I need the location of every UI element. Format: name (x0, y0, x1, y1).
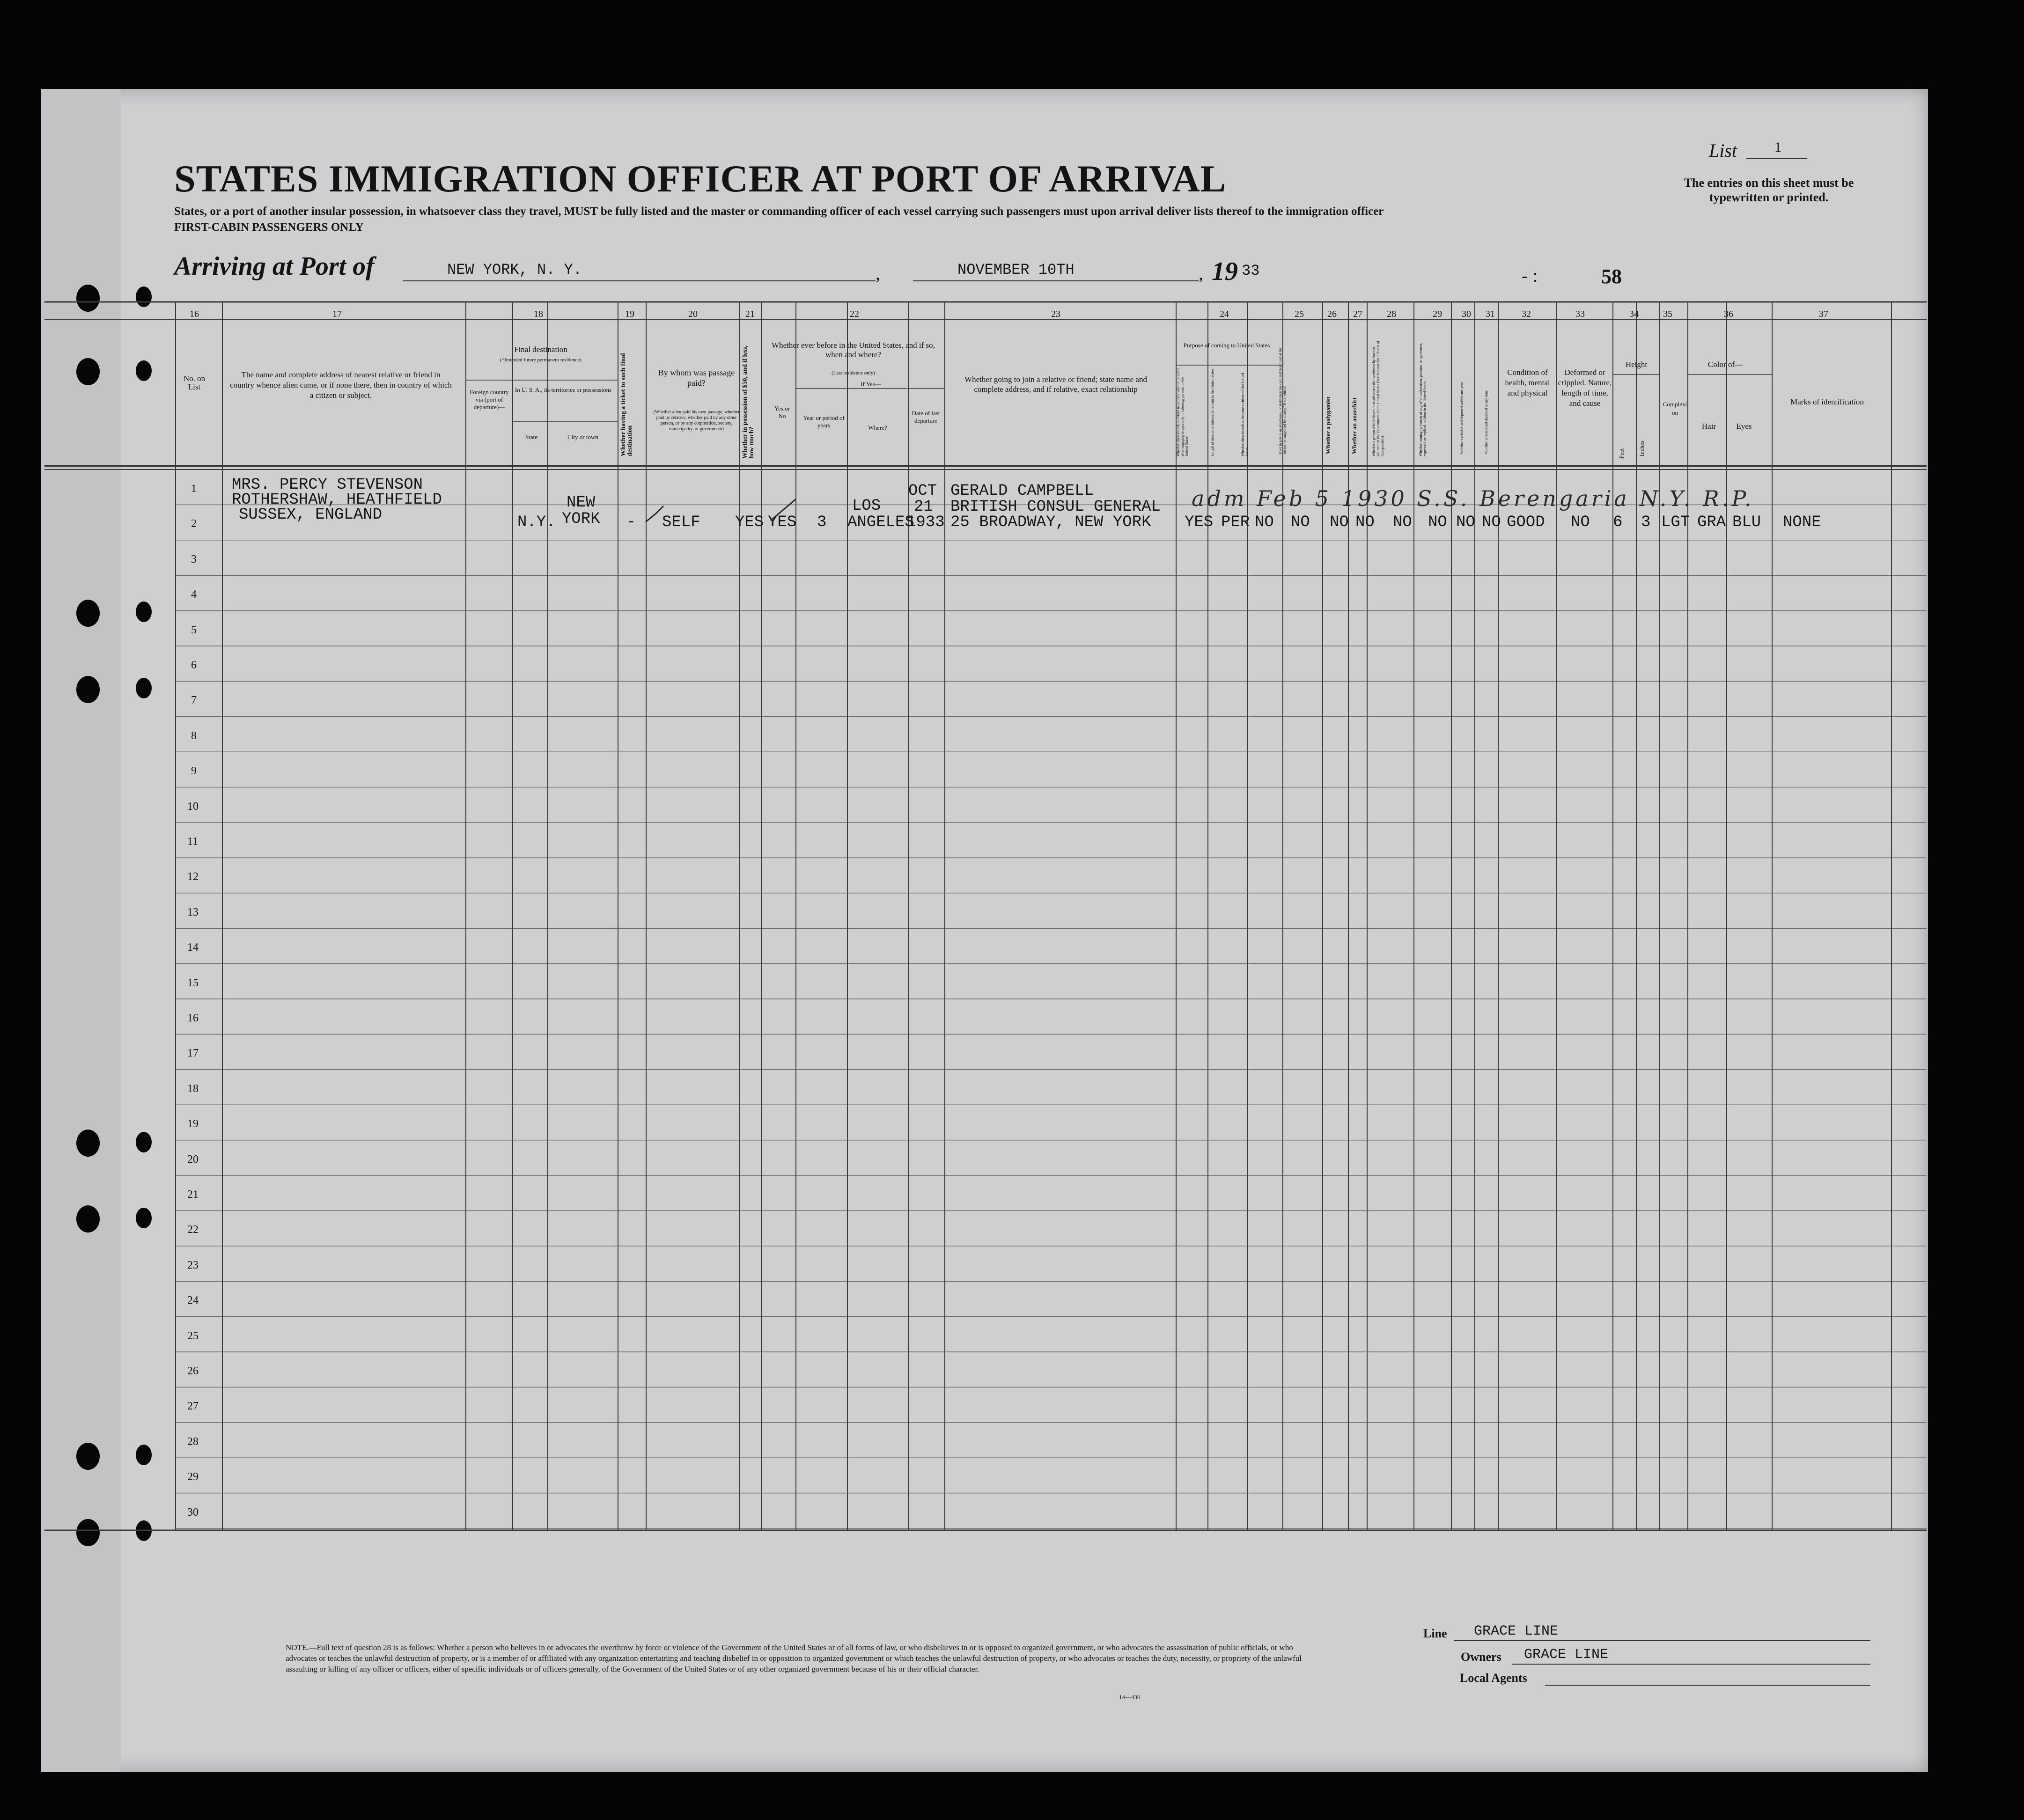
header-intends-citizen: Whether alien intends to become a citizen of the United States (1241, 373, 1249, 456)
column-number: 34 (1629, 309, 1639, 319)
header-height: Height (1625, 360, 1648, 369)
row-number: 23 (187, 1259, 199, 1271)
form-title: STATES IMMIGRATION OFFICER AT PORT OF ARRIVAL (174, 157, 1227, 200)
row-number: 14 (187, 941, 199, 954)
header-fifty-dollars: Whether in possession of $50, and if less, how much? (742, 345, 755, 459)
row-number: 20 (187, 1153, 199, 1166)
relative-name: MRS. PERCY STEVENSON (232, 476, 423, 494)
row-number: 8 (191, 729, 197, 742)
column-number: 16 (190, 309, 199, 319)
date-value: NOVEMBER 10TH (957, 261, 1075, 279)
header-been-before: Whether ever before in the United States, and if so, when and where? (772, 341, 935, 359)
row-number: 11 (187, 836, 199, 848)
passage-paid-value: SELF (662, 514, 700, 531)
row-number: 4 (191, 588, 197, 601)
relative-county: SUSSEX, ENGLAND (239, 506, 383, 524)
header-marks: Marks of identification (1790, 397, 1864, 406)
row-number: 3 (191, 553, 197, 565)
row-number: 9 (191, 765, 197, 778)
height-feet-value: 6 (1613, 514, 1623, 531)
join-relative-address: 25 BROADWAY, NEW YORK (950, 514, 1151, 531)
owners-label: Owners (1461, 1650, 1501, 1664)
typewritten-instruction: The entries on this sheet must be typewritten or printed. (1684, 176, 1854, 204)
header-overthrow: Whether a person who believes in or advocates the overthrow by force or violence of the Government of the United States (See footnote for full text of this question) (1372, 341, 1384, 456)
length-value: PER (1221, 514, 1250, 531)
column-number: 30 (1462, 309, 1471, 319)
column-number: 20 (688, 309, 698, 319)
header-where: Where? (868, 424, 887, 431)
overthrow-value: NO (1393, 514, 1412, 531)
comma-separator: , (1199, 263, 1203, 284)
header-if-yes: If Yes— (861, 381, 881, 388)
height-inches-value: 3 (1641, 514, 1651, 531)
shipping-line-label: Line (1423, 1627, 1447, 1640)
row-number: 26 (187, 1365, 199, 1377)
row-number: 24 (187, 1294, 199, 1307)
row-number: 28 (187, 1435, 199, 1448)
row-number: 13 (187, 906, 199, 918)
header-labor-contract: Whether coming by reason of any offer, solicitation, promise, or agreement, expressed or implied, to labor in the United States (1419, 342, 1427, 456)
header-complexion: Complexion (1663, 401, 1687, 416)
column-number: 29 (1433, 309, 1442, 319)
year-suffix: 33 (1242, 262, 1260, 279)
complexion-value: LGT (1661, 514, 1690, 531)
row-number: 18 (187, 1082, 199, 1095)
header-excluded: Whether excluded and deported within one year (1460, 382, 1464, 454)
row-number: 7 (191, 694, 197, 707)
list-label: List (1709, 140, 1737, 161)
row-number: 6 (191, 659, 197, 671)
header-last-residence: (Last residence only) (832, 370, 875, 376)
row-number: 16 (187, 1012, 199, 1024)
shipping-line-value: GRACE LINE (1474, 1623, 1559, 1639)
header-state: State (525, 433, 537, 440)
header-health: Condition of health, mental and physical (1505, 368, 1550, 397)
header-inches: Inches (1638, 440, 1645, 456)
relative-street: ROTHERSHAW, HEATHFIELD (232, 491, 442, 509)
citizen-value: NO (1255, 514, 1274, 531)
header-final-destination-note: (*Intended future permanent residence) (500, 357, 581, 363)
header-arrested: Whether arrested and deported at any time (1484, 390, 1488, 454)
header-purpose: Purpose of coming to United States (1183, 342, 1270, 349)
header-color-of: Color of— (1708, 360, 1743, 369)
row-number: 17 (187, 1047, 199, 1060)
row-number: 1 (191, 483, 197, 495)
header-passage-paid: By whom was passage paid? (658, 368, 735, 388)
owners-field (1512, 1663, 1870, 1665)
form-instruction: States, or a port of another insular possession, in whatsoever class they travel, MUST be fully listed and the master or commanding officer of each vessel carrying such passengers must upon arrival deliver lists thereof to the immigration officer (174, 205, 1384, 218)
destination-state: N.Y. (517, 514, 556, 531)
column-number: 35 (1663, 309, 1672, 319)
header-final-destination: Final destination (514, 345, 567, 354)
header-foreign-country: Foreign country via (port of departure)— (470, 389, 509, 411)
column-number: 18 (534, 309, 543, 319)
column-number: 33 (1575, 309, 1585, 319)
handwritten-annotation: adm Feb 5 1930 S.S. Berengaria N.Y. R.P. (1192, 486, 1754, 511)
destination-city: YORK (562, 510, 600, 528)
row-number: 21 (187, 1189, 199, 1201)
column-number: 28 (1387, 309, 1396, 319)
header-in-usa: In U. S. A., its territories or possessions (515, 386, 612, 393)
header-passage-paid-note: (Whether alien paid his own passage, whether paid by relative, whether paid by any other person, or by any corporation, society, municipality, or government) (653, 410, 740, 432)
marks-value: NONE (1783, 514, 1821, 531)
ticket-value: - (626, 514, 636, 531)
header-relative-address: The name and complete address of nearest relative or friend in country whence alien came, or if none there, then in country of which a citizen or subject. (230, 370, 452, 400)
header-length-stay: Length of time alien intends to remain in the United States (1210, 368, 1214, 456)
where-value: ANGELES (847, 514, 914, 531)
column-number: 26 (1327, 309, 1337, 319)
page-number: 58 (1601, 265, 1622, 288)
header-join-relative: Whether going to join a relative or friend; state name and complete address, and if relative, exact relationship (964, 375, 1147, 394)
shipping-line-field (1454, 1639, 1870, 1641)
row-number: 29 (187, 1471, 199, 1483)
arrested-value: NO (1482, 514, 1501, 531)
list-field-line (1746, 157, 1807, 159)
departure-value: 1933 (906, 514, 945, 531)
header-last-departure: Date of last departure (912, 410, 940, 424)
header-hair: Hair (1701, 422, 1716, 431)
polygamist-value: NO (1330, 514, 1349, 531)
eye-color-value: BLU (1732, 514, 1761, 531)
return-value: YES (1185, 514, 1214, 531)
deformed-value: NO (1571, 514, 1590, 531)
column-number: 23 (1051, 309, 1060, 319)
column-number: 17 (332, 309, 342, 319)
header-yes-no: Yes or No (774, 405, 790, 419)
header-feet: Feet (1618, 448, 1625, 459)
year-prefix: 19 (1212, 257, 1238, 286)
cabin-class-note: FIRST-CABIN PASSENGERS ONLY (174, 221, 364, 234)
column-number: 37 (1819, 309, 1828, 319)
local-agents-field (1545, 1684, 1870, 1686)
contract-value: NO (1428, 514, 1447, 531)
been-before-value: YES (768, 514, 797, 531)
row-number: 2 (191, 518, 197, 530)
years-value: 3 (817, 514, 827, 531)
column-number: 25 (1295, 309, 1304, 319)
page-mark: - : (1522, 265, 1538, 286)
port-value: NEW YORK, N. Y. (447, 261, 582, 279)
column-number: 24 (1220, 309, 1229, 319)
column-number: 36 (1724, 309, 1733, 319)
been-before-check-mark (768, 496, 801, 524)
column-number: 21 (745, 309, 755, 319)
row-number: 5 (191, 624, 197, 636)
column-number: 27 (1353, 309, 1362, 319)
header-prison: Ever in prison or almshouse, or institution for care and treatment of the insane, or supported by charity? If so, which? (1278, 347, 1287, 454)
header-anarchist: Whether an anarchist (1351, 397, 1358, 454)
list-number: 1 (1774, 139, 1781, 155)
join-relative-title: BRITISH CONSUL GENERAL (950, 498, 1161, 516)
owners-value: GRACE LINE (1524, 1647, 1609, 1663)
column-number: 31 (1486, 309, 1495, 319)
local-agents-label: Local Agents (1460, 1671, 1527, 1685)
date-field-line (913, 279, 1199, 281)
form-number: 14—430 (1119, 1694, 1141, 1701)
header-polygamist: Whether a polygamist (1325, 396, 1332, 454)
where-value: LOS (852, 497, 881, 515)
comma-separator: , (876, 263, 880, 284)
excluded-value: NO (1456, 514, 1475, 531)
row-number: 19 (187, 1118, 199, 1130)
row-number: 15 (187, 976, 199, 989)
row-number: 30 (187, 1506, 199, 1519)
column-number: 32 (1522, 309, 1531, 319)
join-relative-name: GERALD CAMPBELL (950, 482, 1094, 500)
hair-color-value: GRA (1697, 514, 1726, 531)
departure-value: OCT (908, 482, 937, 500)
departure-value: 21 (914, 498, 933, 516)
header-city: City or town (567, 433, 598, 440)
row-number: 25 (187, 1329, 199, 1342)
arriving-port-label: Arriving at Port of (174, 252, 375, 281)
header-intends-return: Whether alien intends to return to country whence he came after engaging temporarily in laboring pursuits in the United States (1176, 367, 1189, 456)
fifty-dollars-value: YES (735, 514, 764, 531)
row-number: 22 (187, 1224, 199, 1236)
row-number: 27 (187, 1400, 199, 1413)
header-list-number: No. on List (183, 374, 206, 391)
header-years: Year or period of years (803, 414, 845, 429)
header-deformed: Deformed or crippled. Nature, length of time, and cause (1558, 368, 1612, 408)
destination-city: NEW (567, 494, 596, 512)
column-number: 22 (850, 309, 859, 319)
health-value: GOOD (1507, 514, 1545, 531)
header-eyes: Eyes (1736, 422, 1752, 431)
port-field-line (403, 279, 876, 281)
prison-value: NO (1291, 514, 1310, 531)
anarchist-value: NO (1355, 514, 1375, 531)
column-number: 19 (625, 309, 634, 319)
row-number: 10 (187, 800, 199, 813)
header-ticket: Whether having a ticket to such final destination (620, 353, 633, 456)
question-28-footnote: NOTE.—Full text of question 28 is as follows: Whether a person who believes in or advocates the overthrow by force or violence of the Government of the United States or of all forms of law, or who disbelieves in or is opposed to organized government, or who advocates the assassination of public officials, or who advocates or teaches the unlawful destruction of property, or is a member of or affiliated with any organization entertaining and teaching disbelief in or opposition to organized government or which teaches the unlawful destruction of property, or who advocates or teaches the duty, necessity, or propriety of the unlawful assaulting or killing of any officer or officers, either of specific individuals or of officers generally, of the Government of the United States or of any other organized government because of his or their official character. (286, 1643, 1302, 1673)
row-number: 12 (187, 871, 199, 883)
